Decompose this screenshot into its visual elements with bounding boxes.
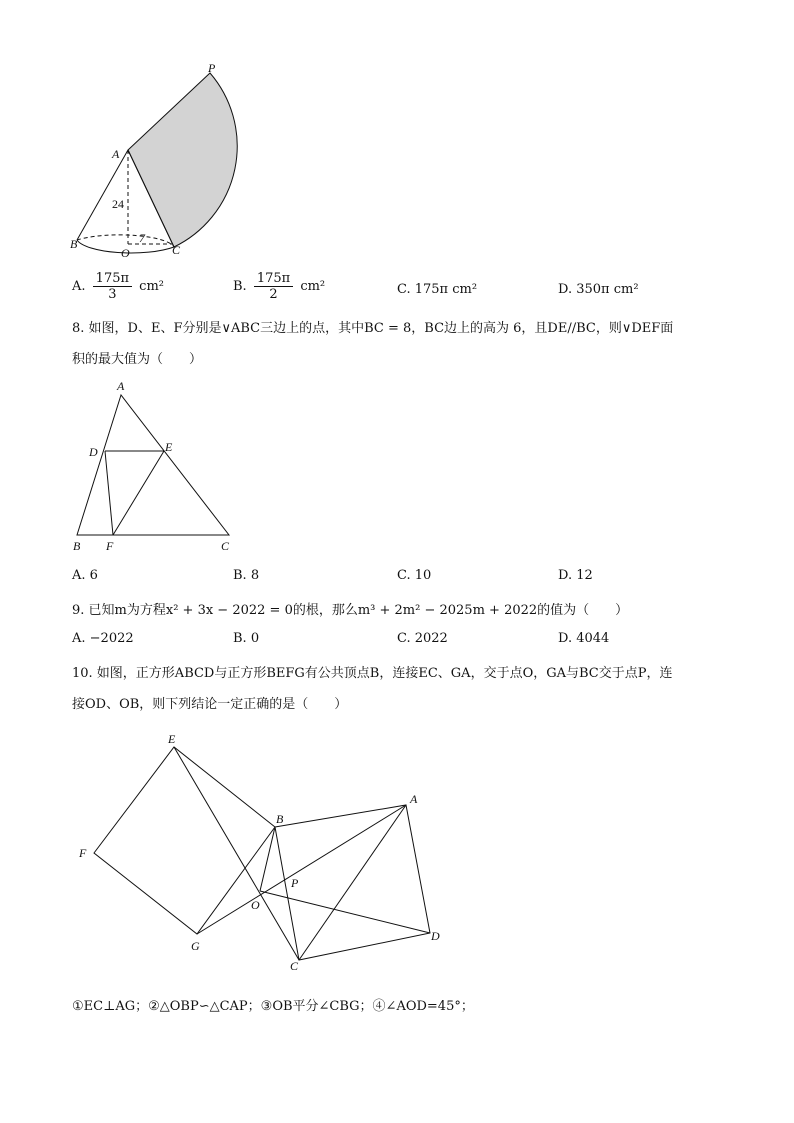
q7-label-o: O xyxy=(121,246,130,260)
q7-label-b: B xyxy=(70,237,78,251)
q7-option-a-den: 3 xyxy=(108,287,117,302)
q7-option-a xyxy=(72,271,164,302)
q7-shaded-sector xyxy=(128,73,237,247)
q7-option-b xyxy=(233,271,325,302)
q7-option-c: C. 175π cm² xyxy=(397,282,478,297)
q10-label-f: F xyxy=(79,846,87,860)
q7-option-a-num: 175π xyxy=(93,271,132,287)
q7-label-p: P xyxy=(208,61,216,75)
q7-option-b-den: 2 xyxy=(269,287,278,302)
q9-option-c: C. 2022 xyxy=(397,631,448,646)
q7-option-b-num: 175π xyxy=(254,271,293,287)
q7-option-b-letter: B. xyxy=(233,279,247,294)
q10-squares-figure xyxy=(70,725,460,975)
q8-label-a: A xyxy=(117,379,125,393)
q7-option-a-fraction xyxy=(93,271,132,302)
q8-label-f: F xyxy=(106,539,114,553)
q10-stem-line1: 10. 如图，正方形ABCD与正方形BEFG有公共顶点B，连接EC、GA，交于点O，GA与BC交于点P，连 xyxy=(72,666,673,681)
q10-label-b: B xyxy=(276,812,284,826)
q9-option-b: B. 0 xyxy=(233,631,260,646)
q7-label-a: A xyxy=(112,147,120,161)
q8-triangle-figure xyxy=(65,375,245,555)
q10-label-a: A xyxy=(410,792,418,806)
q9-option-d: D. 4044 xyxy=(558,631,610,646)
q7-label-height: 24 xyxy=(112,197,124,211)
q8-stem-line2: 积的最大值为（ ） xyxy=(72,352,203,367)
q8-label-b: B xyxy=(73,539,81,553)
q10-stem-line2: 接OD、OB，则下列结论一定正确的是（ ） xyxy=(72,697,348,712)
q7-label-radius: 7 xyxy=(139,231,145,245)
q7-option-d: D. 350π cm² xyxy=(558,282,639,297)
q8-label-e: E xyxy=(165,440,173,454)
q7-label-c: C xyxy=(172,243,181,257)
q9-option-a: A. −2022 xyxy=(72,631,134,646)
q10-conclusions: ①EC⊥AG；②△OBP∽△CAP；③OB平分∠CBG；④∠AOD=45°； xyxy=(72,999,474,1014)
q7-option-a-letter: A. xyxy=(72,279,86,294)
q10-label-d: D xyxy=(431,929,440,943)
q8-label-d: D xyxy=(89,445,98,459)
q7-option-b-unit: cm² xyxy=(300,279,326,294)
q8-option-d: D. 12 xyxy=(558,568,593,583)
q10-label-e: E xyxy=(168,732,176,746)
q7-option-b-fraction xyxy=(254,271,293,302)
q10-label-c: C xyxy=(290,959,299,973)
q8-stem-line1: 8. 如图，D、E、F分别是∨ABC三边上的点，其中BC = 8，BC边上的高为 6，且DE//BC，则∨DEF面 xyxy=(72,321,674,336)
q8-option-b: B. 8 xyxy=(233,568,260,583)
q10-label-g: G xyxy=(191,939,200,953)
q8-label-c: C xyxy=(221,539,230,553)
q7-option-a-unit: cm² xyxy=(139,279,164,294)
q7-cone-figure xyxy=(60,60,260,270)
q10-label-p: P xyxy=(291,876,299,890)
q10-label-o: O xyxy=(251,898,260,912)
q8-option-c: C. 10 xyxy=(397,568,432,583)
q8-option-a: A. 6 xyxy=(72,568,98,583)
q9-stem: 9. 已知m为方程x² + 3x − 2022 = 0的根，那么m³ + 2m² − 2025m + 2022的值为（ ） xyxy=(72,603,629,618)
